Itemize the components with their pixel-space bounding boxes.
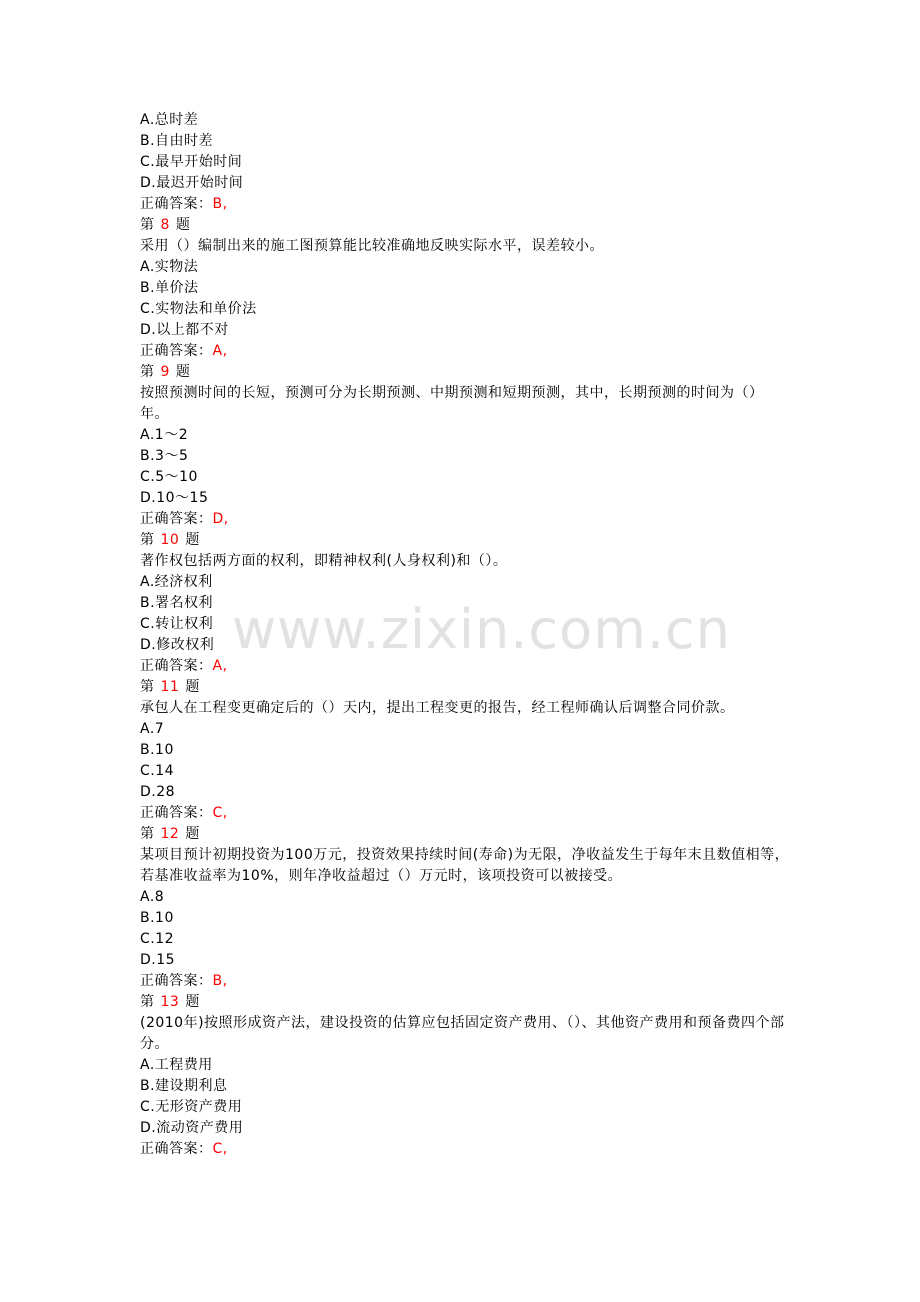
question-prefix: 第 bbox=[140, 994, 155, 1010]
answer-label: 正确答案： bbox=[140, 658, 213, 674]
option-a: A.经济权利 bbox=[140, 574, 213, 590]
answer-line bbox=[140, 341, 790, 362]
option-a: A.1～2 bbox=[140, 427, 189, 443]
option-d: D.28 bbox=[140, 784, 176, 800]
answer-value: D, bbox=[212, 511, 229, 527]
option-c: C.5～10 bbox=[140, 469, 198, 485]
question-stem: 按照预测时间的长短，预测可分为长期预测、中期预测和短期预测，其中，长期预测的时间为（）年。 bbox=[140, 385, 764, 422]
option-a: A.工程费用 bbox=[140, 1057, 213, 1073]
question-number: 11 bbox=[160, 679, 180, 695]
question-stem: 承包人在工程变更确定后的（）天内，提出工程变更的报告，经工程师确认后调整合同价款。 bbox=[140, 700, 735, 716]
question-block bbox=[140, 215, 790, 362]
question-stem: 采用（）编制出来的施工图预算能比较准确地反映实际水平，误差较小。 bbox=[140, 238, 604, 254]
question-stem: 某项目预计初期投资为100万元，投资效果持续时间(寿命)为无限，净收益发生于每年末且数值相等，若基准收益率为10%，则年净收益超过（）万元时，该项投资可以被接受。 bbox=[140, 847, 790, 884]
question-number: 13 bbox=[160, 994, 180, 1010]
option-b: B.署名权利 bbox=[140, 595, 214, 611]
option-a: A.7 bbox=[140, 721, 165, 737]
option-d: D.修改权利 bbox=[140, 637, 215, 653]
question-block bbox=[140, 992, 790, 1160]
answer-label: 正确答案： bbox=[140, 1141, 213, 1157]
question-suffix: 题 bbox=[175, 217, 191, 233]
option-d: D.10～15 bbox=[140, 490, 209, 506]
document-page bbox=[140, 110, 790, 1160]
option-a: A.实物法 bbox=[140, 259, 199, 275]
option-c: C.无形资产费用 bbox=[140, 1099, 243, 1115]
option-c: C.14 bbox=[140, 763, 175, 779]
option-d: D.流动资产费用 bbox=[140, 1120, 244, 1136]
option-b: B.10 bbox=[140, 742, 174, 758]
option-b: B.3～5 bbox=[140, 448, 189, 464]
question-suffix: 题 bbox=[175, 364, 191, 380]
answer-value: A, bbox=[212, 343, 228, 359]
answer-value: C, bbox=[212, 1141, 228, 1157]
option-b: B.建设期利息 bbox=[140, 1078, 228, 1094]
question-heading bbox=[140, 677, 790, 698]
answer-line bbox=[140, 509, 790, 530]
question-prefix: 第 bbox=[140, 679, 155, 695]
option-d: D.15 bbox=[140, 952, 176, 968]
answer-line bbox=[140, 1139, 790, 1160]
question-number: 10 bbox=[160, 532, 180, 548]
question-heading bbox=[140, 362, 790, 383]
answer-label: 正确答案： bbox=[140, 973, 213, 989]
question-prefix: 第 bbox=[140, 364, 155, 380]
watermark: www.zixin.com.cn bbox=[232, 598, 731, 661]
option-c: C.最早开始时间 bbox=[140, 154, 243, 170]
question-heading bbox=[140, 992, 790, 1013]
question-suffix: 题 bbox=[185, 532, 200, 548]
answer-line bbox=[140, 194, 790, 215]
question-prefix: 第 bbox=[140, 217, 155, 233]
option-b: B.自由时差 bbox=[140, 133, 214, 149]
question-heading bbox=[140, 824, 790, 845]
question-suffix: 题 bbox=[185, 826, 200, 842]
option-c: C.转让权利 bbox=[140, 616, 214, 632]
answer-value: A, bbox=[212, 658, 228, 674]
answer-line bbox=[140, 803, 790, 824]
question-block bbox=[140, 677, 790, 824]
question-heading bbox=[140, 215, 790, 236]
question-number: 12 bbox=[160, 826, 180, 842]
question-block bbox=[140, 824, 790, 992]
question-block bbox=[140, 530, 790, 677]
answer-value: B, bbox=[212, 196, 228, 212]
option-a: A.8 bbox=[140, 889, 165, 905]
question-stem: (2010年)按照形成资产法，建设投资的估算应包括固定资产费用、（）、其他资产费用和预备费四个部分。 bbox=[140, 1015, 785, 1052]
answer-value: B, bbox=[212, 973, 228, 989]
option-d: D.以上都不对 bbox=[140, 322, 229, 338]
option-d: D.最迟开始时间 bbox=[140, 175, 244, 191]
question-block bbox=[140, 362, 790, 530]
question-suffix: 题 bbox=[185, 679, 200, 695]
question-heading bbox=[140, 530, 790, 551]
question-stem: 著作权包括两方面的权利，即精神权利(人身权利)和（）。 bbox=[140, 553, 508, 569]
option-a: A.总时差 bbox=[140, 112, 199, 128]
question-number: 8 bbox=[160, 217, 170, 233]
answer-label: 正确答案： bbox=[140, 343, 213, 359]
answer-line bbox=[140, 971, 790, 992]
answer-line bbox=[140, 656, 790, 677]
answer-label: 正确答案： bbox=[140, 196, 213, 212]
question-prefix: 第 bbox=[140, 532, 155, 548]
answer-value: C, bbox=[212, 805, 228, 821]
question-suffix: 题 bbox=[185, 994, 200, 1010]
option-c: C.实物法和单价法 bbox=[140, 301, 257, 317]
answer-label: 正确答案： bbox=[140, 805, 213, 821]
option-b: B.单价法 bbox=[140, 280, 199, 296]
answer-label: 正确答案： bbox=[140, 511, 213, 527]
option-c: C.12 bbox=[140, 931, 175, 947]
question-number: 9 bbox=[160, 364, 170, 380]
question-prefix: 第 bbox=[140, 826, 155, 842]
question-7-block bbox=[140, 110, 790, 215]
option-b: B.10 bbox=[140, 910, 174, 926]
